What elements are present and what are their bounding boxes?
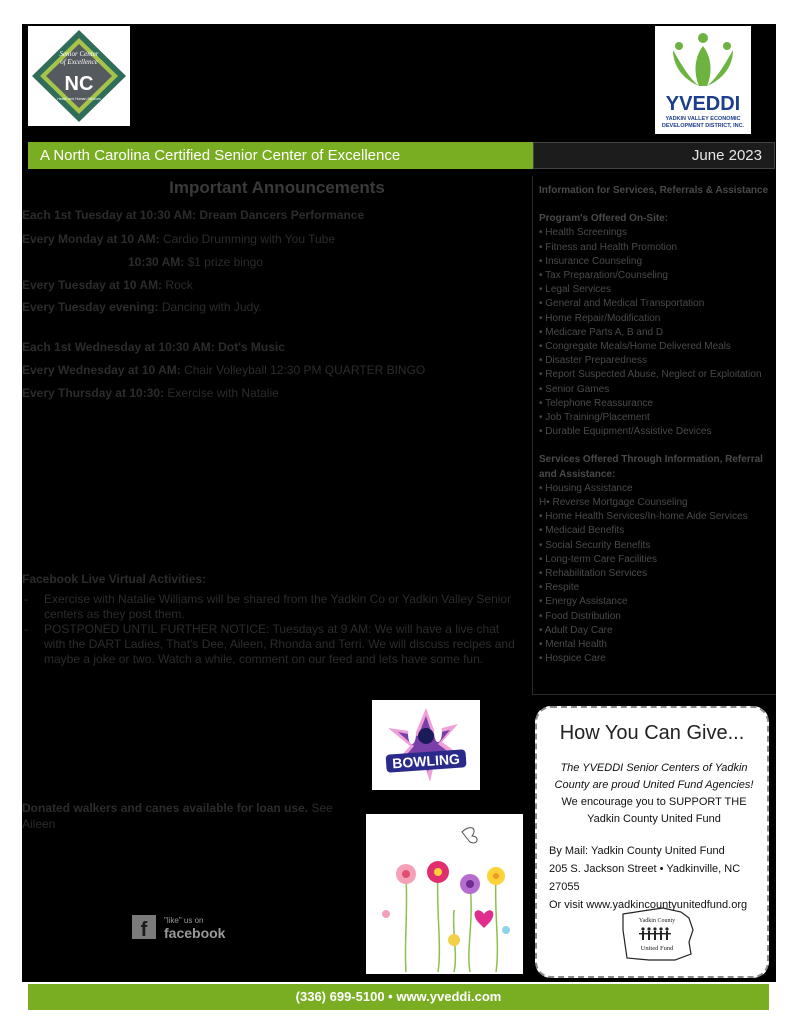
give-support-text: We encourage you to SUPPORT THE Yadkin County United Fund [561,796,747,825]
referral-item: • Home Health Services/In-home Aide Services [539,511,748,523]
referral-item: • Respite [539,582,580,594]
referral-item: • Social Security Benefits [539,539,651,551]
logo-text-dhhs: Health and Human Services [57,97,101,101]
give-mail-line: By Mail: Yadkin County United Fund [549,845,725,857]
united-fund-logo-line-2: United Fund [640,945,674,952]
referral-item: • Rehabilitation Services [539,568,647,580]
give-description [551,760,757,828]
referral-item: • Energy Assistance [539,596,628,608]
referral-item: • Housing Assistance [539,482,633,494]
announcement-label: Each 1st Tuesday at 10:30 AM: Dream Dancers Performance [22,208,365,222]
announcement-label: Every Tuesday at 10 AM: [22,278,163,292]
onsite-item: • Home Repair/Modification [539,312,661,324]
facebook-icon: f [140,919,148,941]
referral-item: H• Reverse Mortgage Counseling [539,497,688,509]
announcements-title: Important Announcements [169,178,385,197]
onsite-item: • Medicare Parts A, B and D [539,326,664,338]
announcement-item [22,278,193,292]
referral-item: • Hospice Care [539,653,606,665]
announcement-label: Every Monday at 10 AM: [22,232,160,246]
announcement-label: 10:30 AM: [128,255,185,269]
onsite-item: • Legal Services [539,284,611,296]
referral-item: • Mental Health [539,639,607,651]
footer-contact-bar: (336) 699-5100 • www.yveddi.com [28,984,769,1010]
section-divider [532,694,776,695]
spacer [539,439,773,453]
announcement-item [22,363,425,377]
onsite-item: • Telephone Reassurance [539,397,653,409]
onsite-item: • Senior Games [539,383,610,395]
bowling-clipart [372,700,480,790]
announcement-label: Every Thursday at 10:30: [22,386,165,400]
announcement-text: $1 prize bingo [184,255,263,269]
donated-bold: Donated walkers and canes available for loan use. [22,801,309,815]
referral-item: • Food Distribution [539,610,621,622]
donated-text: See Aileen [22,801,333,831]
announcement-item [22,208,364,222]
facebook-wordmark: facebook [164,925,226,941]
referral-item: • Medicaid Benefits [539,525,625,537]
announcement-label: Each 1st Wednesday at 10:30 AM: Dot's Music [22,340,285,354]
facebook-live-item: - Exercise with Natalie Williams will be shared from the Yadkin Co or Yadkin Valley Senior centers as they post them. [22,592,522,622]
yveddi-logo [655,26,751,134]
announcement-text: Chair Volleyball 12:30 PM QUARTER BINGO [180,363,426,377]
onsite-item: • Congregate Meals/Home Delivered Meals [539,341,731,353]
announcement-text: Rock [162,278,193,292]
referral-item: • Long-term Care Facilities [539,553,657,565]
onsite-programs-title: Program's Offered On-Site: [539,213,669,225]
united-fund-logo-line-1: Yadkin County [638,918,676,924]
announcement-item [128,255,263,269]
united-fund-logo [619,904,697,964]
issue-date: June 2023 [533,142,775,169]
announcement-text: Exercise with Natalie [164,386,279,400]
flowers-clipart [366,814,523,974]
onsite-item: • General and Medical Transportation [539,298,705,310]
give-title: How You Can Give... [559,722,745,744]
onsite-item: • Job Training/Placement [539,412,650,424]
announcement-item [22,386,279,400]
facebook-live-title: Facebook Live Virtual Activities: [22,572,207,586]
facebook-like-text: "like" us on [164,916,204,925]
onsite-item: • Report Suspected Abuse, Neglect or Exploitation [539,369,762,381]
give-mail-line: 205 S. Jackson Street • Yadkinville, NC 27055 [549,863,741,893]
onsite-item: • Fitness and Health Promotion [539,241,678,253]
onsite-item: • Insurance Counseling [539,255,643,267]
onsite-item: • Disaster Preparedness [539,355,647,367]
give-mail-line[interactable]: Or visit www.yadkincountyunitedfund.org [549,899,748,911]
logo-text-excellence: of Excellence [60,58,98,66]
announcement-item [22,340,285,354]
senior-center-excellence-logo [28,26,130,126]
announcement-item [22,300,262,314]
facebook-live-list [22,592,522,667]
facebook-live-item: - POSTPONED UNTIL FURTHER NOTICE: Tuesdays at 9 AM: We will have a live chat with the DART Ladies, That's Dee, Aileen, Rhonda and Terri. We will discuss recipes and maybe a joke or two. Watch a while, comment on our feed and lets have some fun. [22,622,522,667]
donated-walkers-note [22,800,362,832]
services-column [539,184,773,667]
services-intro: Information for Services, Referrals & Assistance [539,185,769,196]
onsite-item: • Health Screenings [539,227,627,239]
announcement-label: Every Tuesday evening: [22,300,159,314]
announcement-text: Dancing with Judy. [158,300,262,314]
announcement-text: Cardio Drumming with You Tube [159,232,336,246]
logo-text-senior-center: Senior Center [59,50,99,58]
onsite-item: • Durable Equipment/Assistive Devices [539,426,712,438]
column-divider [532,176,533,694]
onsite-item: • Tax Preparation/Counseling [539,270,668,282]
yveddi-logo-subtitle-2: DEVELOPMENT DISTRICT, INC. [661,123,745,129]
yveddi-logo-subtitle-1: YADKIN VALLEY ECONOMIC [665,116,741,122]
certification-banner: A North Carolina Certified Senior Center of Excellence [28,142,533,169]
facebook-like-badge[interactable] [132,912,234,942]
announcement-label: Every Wednesday at 10 AM: [22,363,181,377]
how-you-can-give-box [535,706,769,978]
yveddi-logo-name: YVEDDI [665,93,741,115]
bowling-label: BOWLING [391,750,461,772]
announcement-item [22,232,335,246]
logo-text-nc: NC [64,73,94,95]
give-italic-text: The YVEDDI Senior Centers of Yadkin County are proud United Fund Agencies! [554,762,754,791]
referral-item: • Adult Day Care [539,624,613,636]
referral-services-title: Services Offered Through Information, Referral and Assistance: [539,454,763,480]
spacer [539,198,773,212]
